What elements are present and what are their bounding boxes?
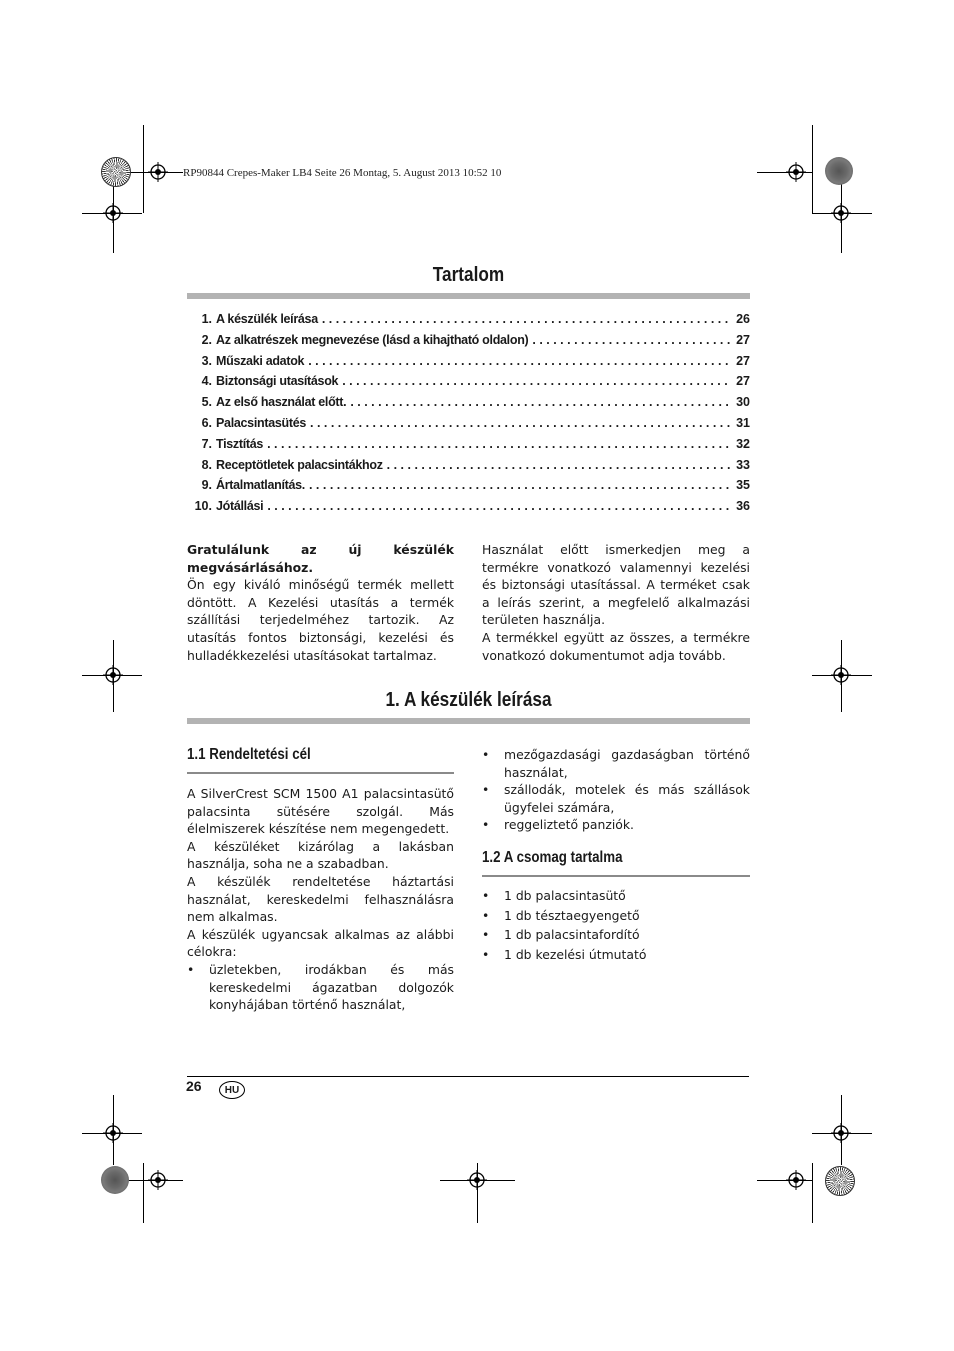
toc-number: 8. <box>201 457 212 472</box>
registration-disc-icon <box>825 157 853 185</box>
body-paragraph: A készülék ugyancsak alkalmas az alábbi célokra: <box>187 926 454 960</box>
body-paragraph: A SilverCrest SCM 1500 A1 palacsintasütő palacsinta sütésére szolgál. Más élelmiszerek készítése nem megengedett. <box>187 786 454 837</box>
list-item: • mezőgazdasági gazdaságban történő használat, <box>482 746 750 781</box>
intro-right-column <box>482 541 750 664</box>
toc-leader-dots <box>338 374 730 388</box>
registration-disc-icon <box>825 1166 855 1196</box>
toc-leader-dots <box>346 395 730 409</box>
toc-page-number: 27 <box>736 374 750 389</box>
language-badge: HU <box>219 1081 245 1099</box>
list-item: • 1 db palacsintasütő <box>482 886 750 906</box>
registration-target-icon <box>831 1123 851 1143</box>
toc-entry[interactable] <box>187 354 750 375</box>
toc-entry[interactable] <box>187 333 750 354</box>
registration-target-icon <box>467 1170 487 1190</box>
list-item: • 1 db kezelési útmutató <box>482 945 750 965</box>
registration-target-icon <box>786 162 806 182</box>
toc-page-number: 33 <box>736 457 750 472</box>
body-paragraph: A készüléket kizárólag a lakásban használja, soha ne a szabadban. <box>187 838 454 872</box>
intro-left-column <box>187 541 454 664</box>
toc-title: A készülék leírása <box>216 312 318 326</box>
toc-title: Biztonsági utasítások <box>216 374 339 389</box>
heading-bar <box>187 293 750 299</box>
toc-leader-dots <box>318 312 730 326</box>
toc-title: Receptötletek palacsintákhoz <box>216 457 383 472</box>
toc-entry[interactable] <box>187 478 750 499</box>
list-item: • 1 db tésztaegyengető <box>482 906 750 926</box>
heading-bar <box>187 718 750 724</box>
toc-number: 7. <box>201 436 212 451</box>
toc-title: Az alkatrészek megnevezése (lásd a kihajtható oldalon) <box>216 332 529 347</box>
list-item: • 1 db palacsintafordító <box>482 925 750 945</box>
toc-leader-dots <box>305 478 730 492</box>
package-contents <box>482 886 750 964</box>
congratulation-text: Gratulálunk az új készülék megvásárlásához. <box>187 542 454 575</box>
toc-leader-dots <box>383 458 730 472</box>
intro-paragraph: Ön egy kiváló minőségű termék mellett döntött. A Kezelési utasítás a termék szállítási terjedelméhez tartozik. Az utasítás fontos biztonsági, kezelési és hulladékkezelési utasításokat tartalmaz. <box>187 577 454 663</box>
registration-disc-icon <box>101 1166 129 1194</box>
print-slug: RP90844 Crepes-Maker LB4 Seite 26 Montag, 5. August 2013 10:52 10 <box>183 167 502 179</box>
purpose-text <box>187 785 454 1014</box>
page-number: 26 <box>186 1078 202 1094</box>
toc-leader-dots <box>528 333 730 347</box>
toc-number: 9. <box>201 478 212 493</box>
toc-entry[interactable] <box>187 416 750 437</box>
toc-page-number: 27 <box>736 332 750 347</box>
toc-leader-dots <box>263 437 730 451</box>
toc-entry[interactable] <box>187 437 750 458</box>
toc-title: Az első használat előtt. <box>216 395 347 410</box>
table-of-contents <box>187 312 750 520</box>
toc-number: 6. <box>201 415 212 430</box>
subsection-heading: 1.1 Rendeltetési cél <box>187 746 311 763</box>
section-heading: 1. A készülék leírása <box>385 689 552 711</box>
toc-entry[interactable] <box>187 395 750 416</box>
usage-list-right-container <box>482 746 750 834</box>
toc-entry[interactable] <box>187 312 750 333</box>
toc-page-number: 36 <box>736 499 750 514</box>
subsection-rule <box>187 772 454 774</box>
toc-title: Ártalmatlanítás. <box>216 478 305 493</box>
registration-disc-icon <box>101 157 131 187</box>
toc-title: Műszaki adatok <box>216 353 305 368</box>
registration-target-icon <box>831 665 851 685</box>
subsection-rule <box>482 875 750 877</box>
toc-page-number: 26 <box>736 312 750 326</box>
toc-entry[interactable] <box>187 374 750 395</box>
toc-title: Palacsintasütés <box>216 415 306 430</box>
toc-leader-dots <box>304 354 730 368</box>
registration-target-icon <box>831 203 851 223</box>
toc-entry[interactable] <box>187 458 750 479</box>
registration-target-icon <box>103 1123 123 1143</box>
usage-list-left <box>187 961 454 1014</box>
usage-list-right <box>482 746 750 834</box>
toc-heading: Tartalom <box>432 264 505 286</box>
package-list <box>482 886 750 964</box>
list-item: • reggeliztető panziók. <box>482 816 750 834</box>
toc-page-number: 31 <box>736 415 750 430</box>
list-item: • üzletekben, irodákban és más kereskedelmi ágazatban dolgozók konyhájában történő használat, <box>187 961 454 1014</box>
toc-number: 10. <box>194 499 212 514</box>
registration-target-icon <box>786 1170 806 1190</box>
intro-paragraph: Használat előtt ismerkedjen meg a termékre vonatkozó valamennyi kezelési és biztonsági utasítással. A terméket csak a leírás szerint, a megfelelő alkalmazási területen használja. <box>482 542 750 628</box>
registration-target-icon <box>148 1170 168 1190</box>
toc-number: 4. <box>201 374 212 389</box>
toc-number: 2. <box>201 332 212 347</box>
toc-page-number: 35 <box>736 478 750 493</box>
toc-page-number: 32 <box>736 436 750 451</box>
toc-number: 3. <box>201 353 212 368</box>
toc-entry[interactable] <box>187 499 750 520</box>
body-paragraph: A készülék rendeltetése háztartási használat, kereskedelmi felhasználásra nem alkalmas. <box>187 873 454 925</box>
toc-leader-dots <box>263 499 730 513</box>
subsection-heading: 1.2 A csomag tartalma <box>482 849 623 866</box>
footer-rule <box>187 1076 749 1077</box>
toc-number: 1. <box>201 312 212 326</box>
toc-leader-dots <box>306 416 730 430</box>
toc-title: Tisztítás <box>216 436 264 451</box>
toc-title: Jótállási <box>216 499 264 514</box>
registration-target-icon <box>103 203 123 223</box>
registration-target-icon <box>103 665 123 685</box>
intro-paragraph: A termékkel együtt az összes, a termékre vonatkozó dokumentumot adja tovább. <box>482 629 750 663</box>
toc-number: 5. <box>201 395 212 410</box>
registration-target-icon <box>148 162 168 182</box>
list-item: • szállodák, motelek és más szállások ügyfelei számára, <box>482 781 750 816</box>
toc-page-number: 30 <box>736 395 750 410</box>
toc-page-number: 27 <box>736 353 750 368</box>
